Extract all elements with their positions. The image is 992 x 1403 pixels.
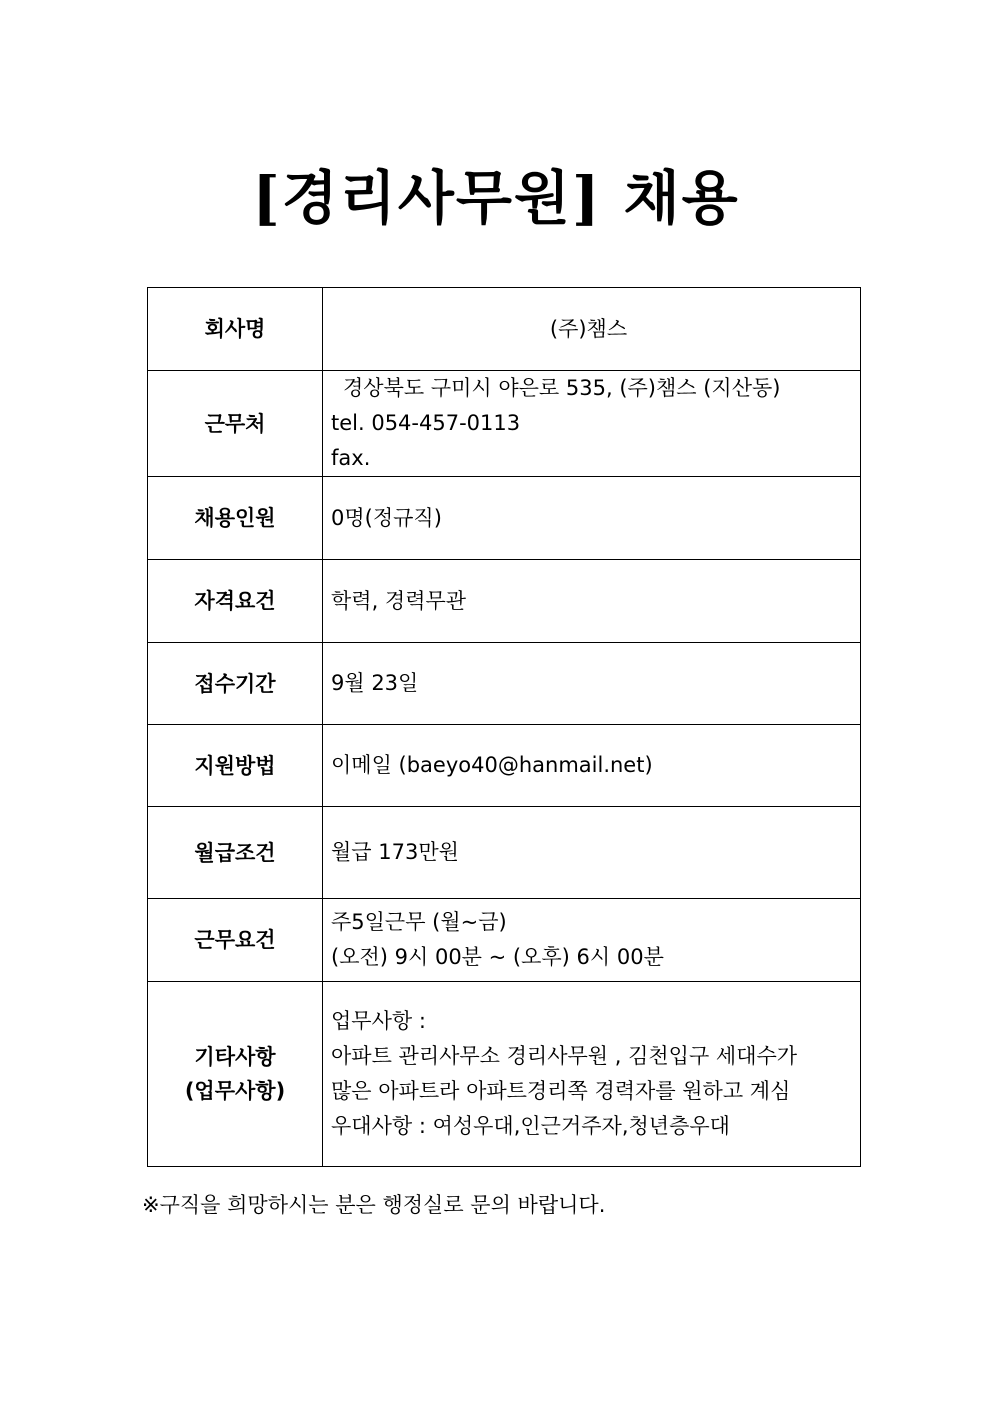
table-row — [148, 982, 861, 1167]
other-label — [148, 982, 323, 1167]
table-row — [148, 560, 861, 643]
application-method-label: 지원방법 — [148, 725, 323, 807]
other-label-line2: (업무사항) — [184, 1079, 286, 1103]
other-value — [323, 982, 861, 1167]
application-method-value: 이메일 (baeyo40@hanmail.net) — [323, 725, 861, 807]
headcount-label: 채용인원 — [148, 477, 323, 560]
workplace-address: 경상북도 구미시 야은로 535, (주)챔스 (지산동) — [343, 376, 781, 400]
workplace-tel: tel. 054-457-0113 — [331, 411, 521, 435]
footer-note: ※구직을 희망하시는 분은 행정실로 문의 바랍니다. — [142, 1193, 606, 1217]
duties-line: 아파트 관리사무소 경리사무원 , 김천입구 세대수가 — [331, 1044, 798, 1068]
table-row — [148, 725, 861, 807]
qualifications-label: 자격요건 — [148, 560, 323, 643]
table-row — [148, 643, 861, 725]
workplace-value — [323, 371, 861, 477]
company-value: (주)챔스 — [323, 288, 861, 371]
duties-line: 많은 아파트라 아파트경리쪽 경력자를 원하고 계심 — [331, 1079, 791, 1103]
work-hours: (오전) 9시 00분 ~ (오후) 6시 00분 — [331, 945, 664, 969]
company-label: 회사명 — [148, 288, 323, 371]
qualifications-value: 학력, 경력무관 — [323, 560, 861, 643]
application-period-value: 9월 23일 — [323, 643, 861, 725]
work-conditions-label: 근무요건 — [148, 899, 323, 982]
application-period-label: 접수기간 — [148, 643, 323, 725]
job-info-table — [147, 287, 861, 1167]
work-conditions-value — [323, 899, 861, 982]
workplace-fax: fax. — [331, 446, 371, 470]
headcount-value: 0명(정규직) — [323, 477, 861, 560]
salary-label: 월급조건 — [148, 807, 323, 899]
page-title: [경리사무원] 채용 — [252, 164, 740, 232]
table-row — [148, 477, 861, 560]
table-row — [148, 807, 861, 899]
duties-heading: 업무사항 : — [331, 1009, 426, 1033]
work-days: 주5일근무 (월~금) — [331, 910, 507, 934]
salary-value: 월급 173만원 — [323, 807, 861, 899]
table-row — [148, 288, 861, 371]
table-row — [148, 899, 861, 982]
workplace-label: 근무처 — [148, 371, 323, 477]
table-row — [148, 371, 861, 477]
preferences-line: 우대사항 : 여성우대,인근거주자,청년층우대 — [331, 1114, 730, 1138]
other-label-line1: 기타사항 — [194, 1045, 276, 1069]
